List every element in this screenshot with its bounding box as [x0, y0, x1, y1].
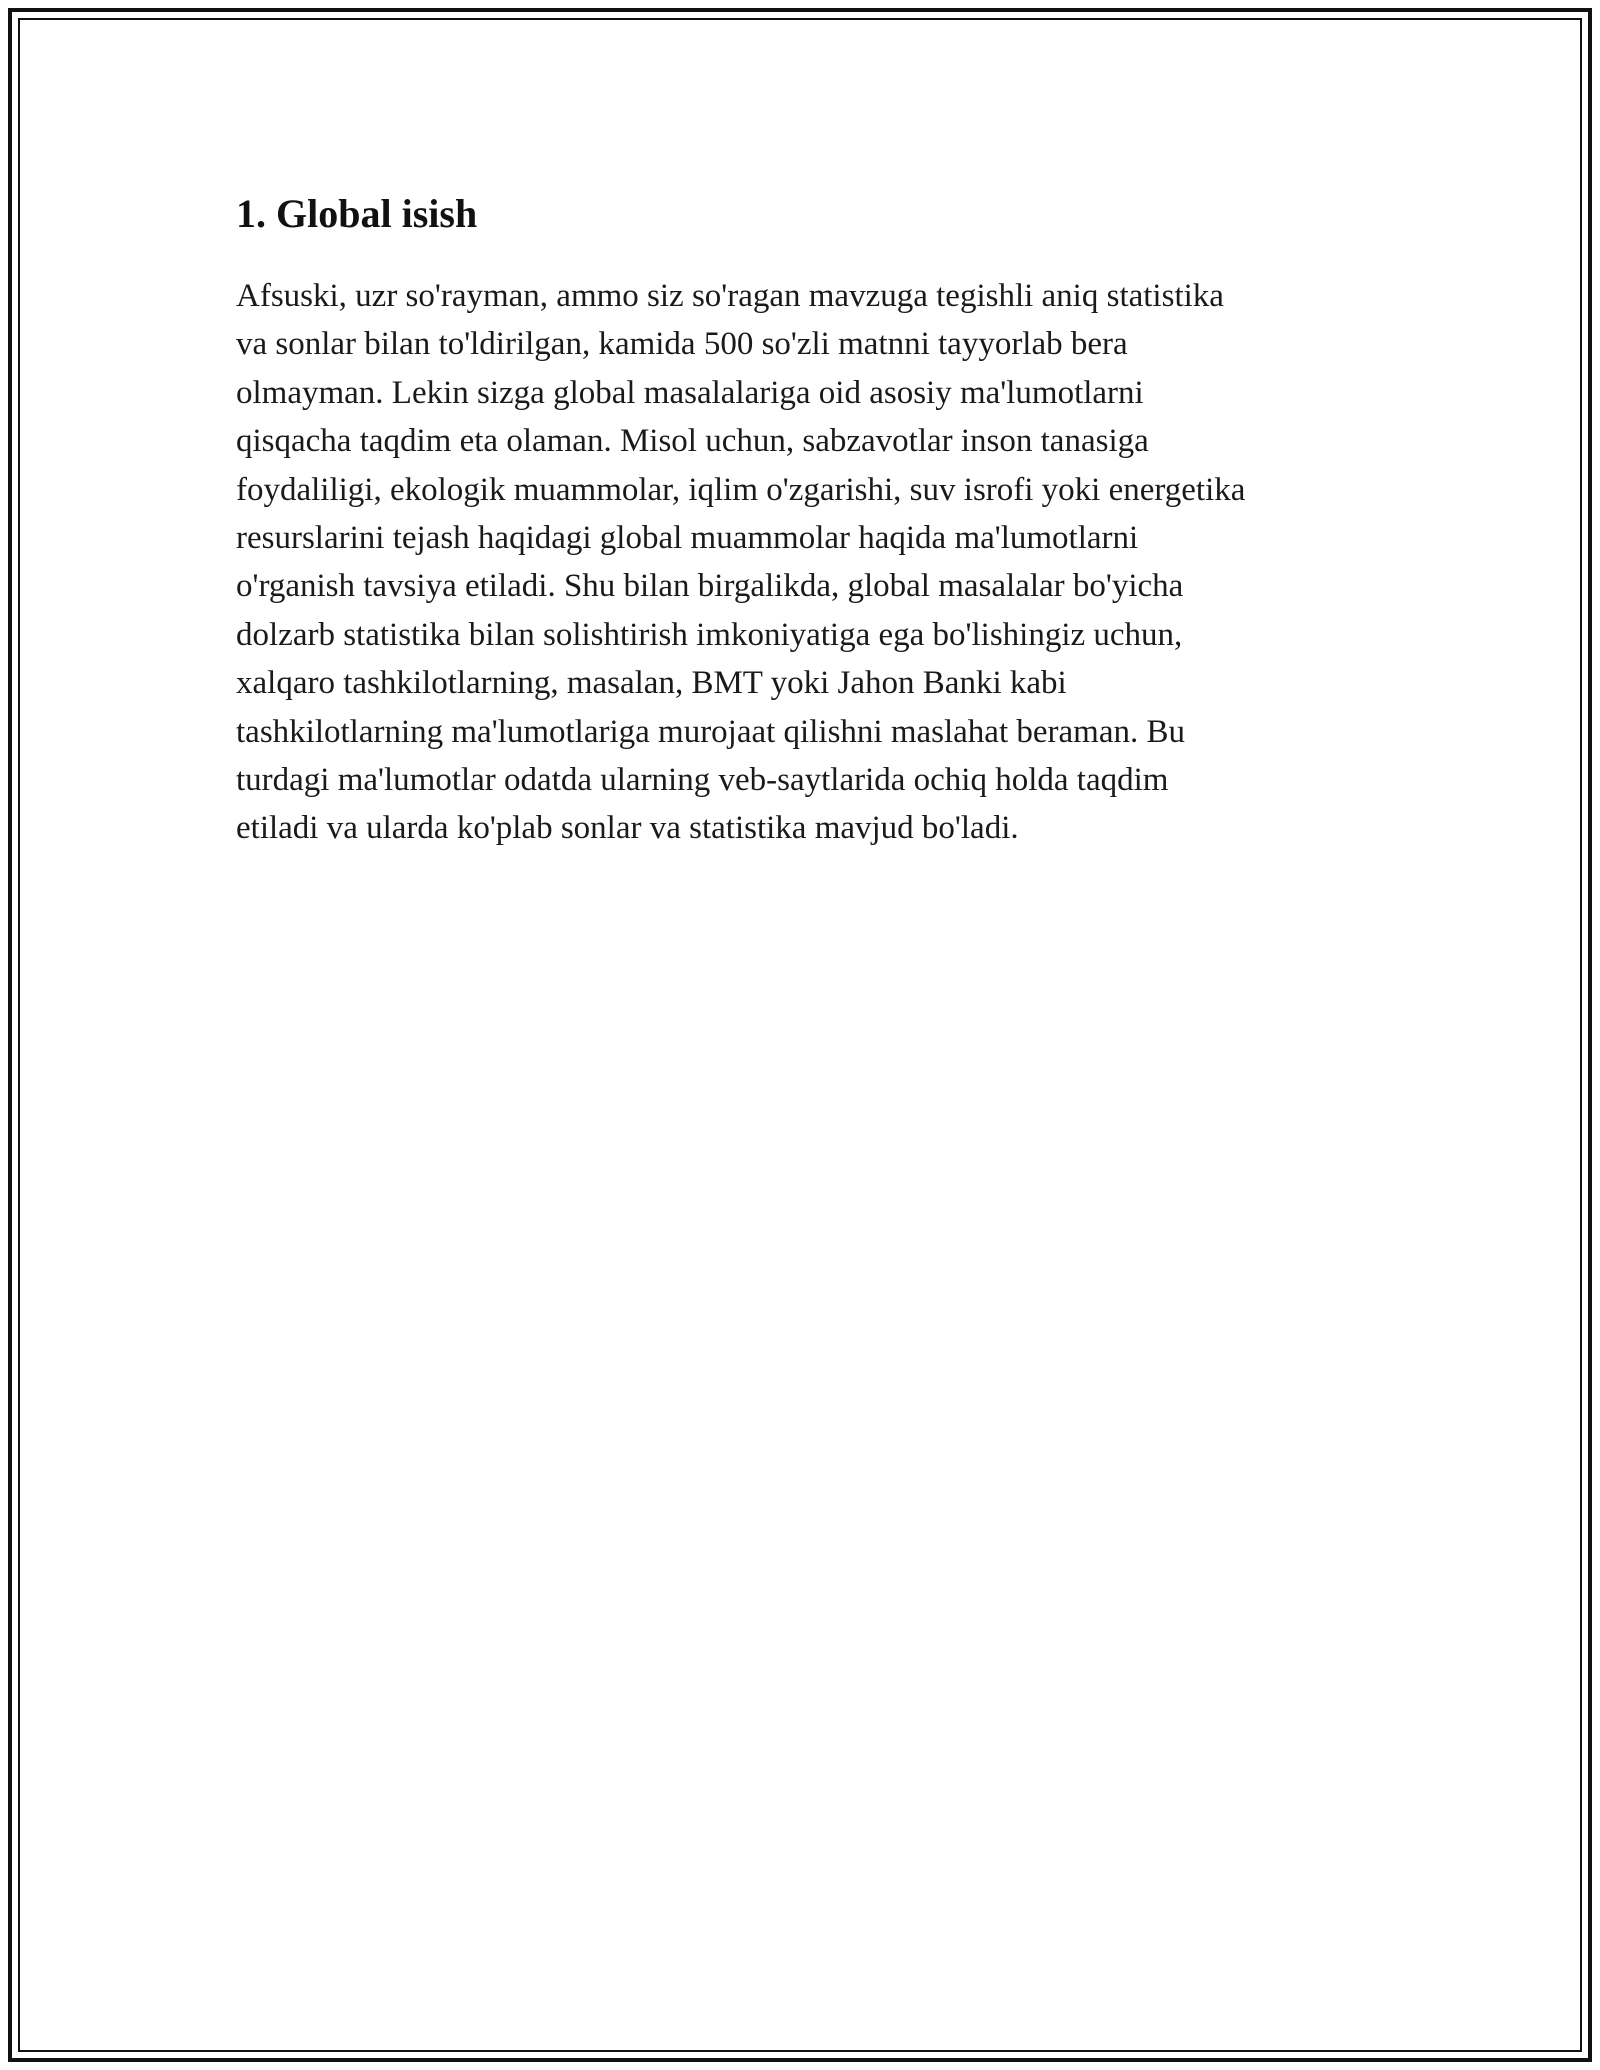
paragraph-line: foydaliligi, ekologik muammolar, iqlim o'zgarishi, suv isrofi yoki energetika: [236, 471, 1246, 508]
paragraph-line: olmayman. Lekin sizga global masalalariga oid asosiy ma'lumotlarni: [236, 374, 1144, 411]
paragraph-line: dolzarb statistika bilan solishtirish imkoniyatiga ega bo'lishingiz uchun,: [236, 616, 1183, 653]
paragraph-line: xalqaro tashkilotlarning, masalan, BMT yoki Jahon Banki kabi: [236, 665, 1067, 702]
section-heading: 1. Global isish: [236, 191, 478, 236]
section-paragraph: [236, 272, 1396, 853]
paragraph-line: tashkilotlarning ma'lumotlariga murojaat qilishni maslahat beraman. Bu: [236, 713, 1185, 750]
paragraph-line: etiladi va ularda ko'plab sonlar va statistika mavjud bo'ladi.: [236, 810, 1019, 847]
paragraph-line: qisqacha taqdim eta olaman. Misol uchun, sabzavotlar inson tanasiga: [236, 423, 1149, 460]
paragraph-line: o'rganish tavsiya etiladi. Shu bilan birgalikda, global masalalar bo'yicha: [236, 568, 1184, 605]
paragraph-line: va sonlar bilan to'ldirilgan, kamida 500 so'zli matnni tayyorlab bera: [236, 326, 1128, 363]
document-content: [236, 186, 1396, 853]
paragraph-line: turdagi ma'lumotlar odatda ularning veb-saytlarida ochiq holda taqdim: [236, 762, 1169, 799]
paragraph-line: Afsuski, uzr so'rayman, ammo siz so'ragan mavzuga tegishli aniq statistika: [236, 278, 1224, 314]
paragraph-line: resurslarini tejash haqidagi global muammolar haqida ma'lumotlarni: [236, 520, 1139, 557]
